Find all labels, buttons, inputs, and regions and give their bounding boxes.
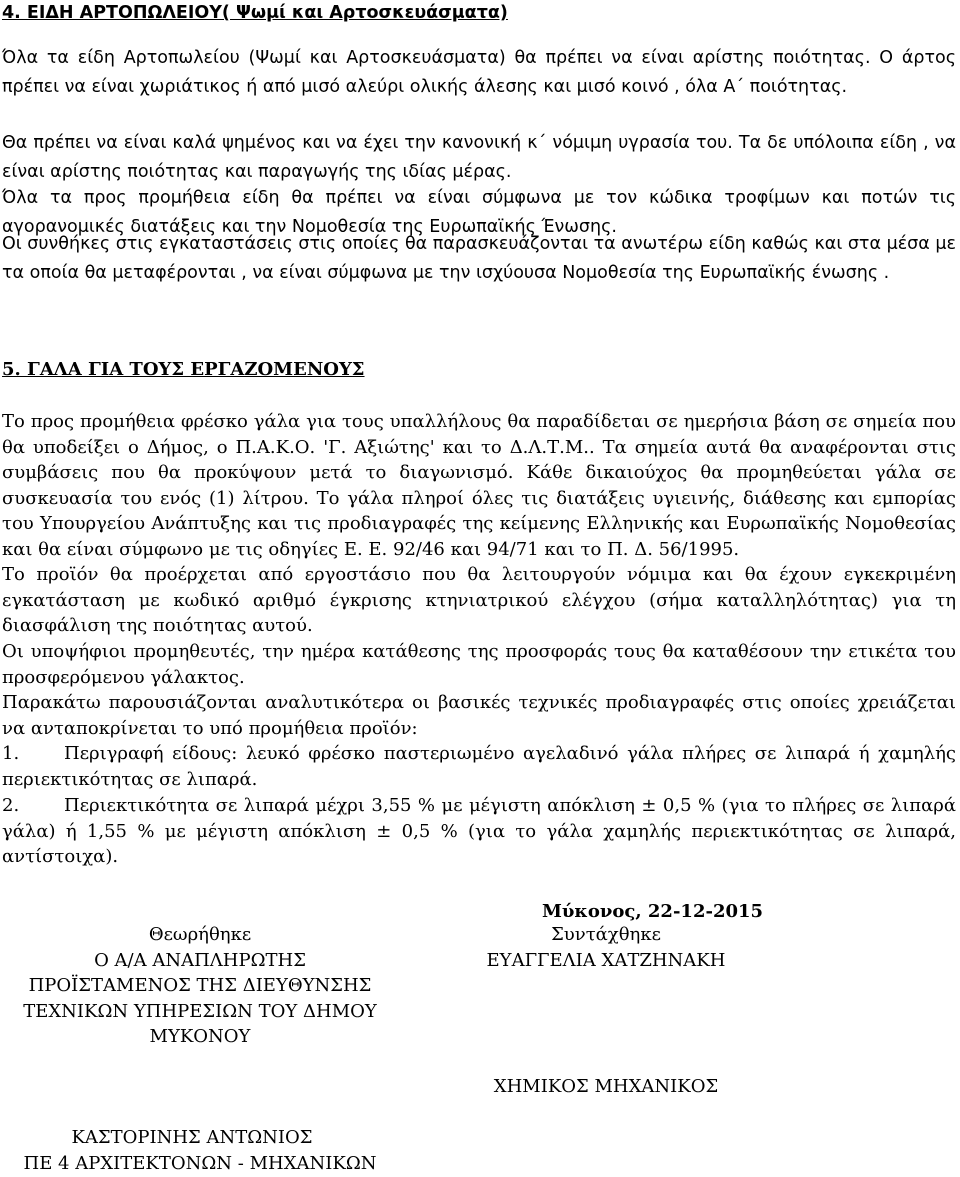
approver-title-line-2: ΤΕΧΝΙΚΩΝ ΥΠΗΡΕΣΙΩΝ ΤΟΥ ΔΗΜΟΥ [23, 1000, 377, 1022]
section-5-heading: 5. ΓΑΛΑ ΓΙΑ ΤΟΥΣ ΕΡΓΑΖΟΜΕΝΟΥΣ [2, 359, 365, 380]
approval-column [0, 922, 400, 1050]
author-title: ΧΗΜΙΚΟΣ ΜΗΧΑΝΙΚΟΣ [493, 1076, 719, 1097]
drafted-label: Συντάχθηκε [551, 924, 661, 945]
spec-list-item [2, 741, 956, 792]
approved-label: Θεωρήθηκε [148, 924, 252, 945]
approver-title-line-1: ΠΡΟΪΣΤΑΜΕΝΟΣ ΤΗΣ ΔΙΕΥΘΥΝΣΗΣ [28, 975, 372, 996]
spec-text: Περιγραφή είδους: λευκό φρέσκο παστεριωμένο αγελαδινό γάλα πλήρες σε λιπαρά ή χαμηλής περιεκτικότητας σε λιπαρά. [2, 743, 956, 790]
milk-delivery-paragraph: Το προς προμήθεια φρέσκο γάλα για τους υπαλλήλους θα παραδίδεται σε ημερήσια βάση σε σημεία που θα υποδείξει ο Δήμος, ο Π.Α.Κ.Ο. 'Γ. Αξιώτης' και το Δ.Λ.Τ.Μ.. Τα σημεία αυτά θα αναφέρονται στις συμβάσεις που θα προκύψουν μετά το διαγωνισμό. Κάθε δικαιούχος θα προμηθεύεται γάλα σε συσκευασία του ενός (1) λίτρου. Το γάλα πληροί όλες τις διατάξεις υγιεινής, διάθεσης και εμπορίας του Υπουργείου Ανάπτυξης και τις προδιαγραφές της κείμενης Ελληνικής και Ευρωπαϊκής Νομοθεσίας και θα είναι σύμφωνο με τις οδηγίες Ε. Ε. 92/46 και 94/71 και το Π. Δ. 56/1995. [2, 411, 956, 560]
approver-title-line-3: ΜΥΚΟΝΟΥ [149, 1026, 251, 1047]
section-4-heading: 4. ΕΙΔΗ ΑΡΤΟΠΩΛΕΙΟΥ( Ψωμί και Αρτοσκευάσματα) [2, 3, 508, 23]
milk-specs-intro-paragraph: Παρακάτω παρουσιάζονται αναλυτικότερα οι βασικές τεχνικές προδιαγραφές στις οποίες χρειάζεται να ανταποκρίνεται το υπό προμήθεια προϊόν: [2, 692, 956, 739]
author-column [470, 922, 742, 973]
milk-factory-paragraph: Το προϊόν θα προέρχεται από εργοστάσιο που θα λειτουργούν νόμιμα και θα έχουν εγκεκριμένη εγκατάσταση με κωδικό αριθμό έγκρισης κτηνιατρικού ελέγχου (σήμα καταλληλότητας) για τη διασφάλιση της ποιότητας αυτού. [2, 564, 956, 636]
bakery-quality-paragraph: Όλα τα είδη Αρτοπωλείου (Ψωμί και Αρτοσκευάσματα) θα πρέπει να είναι αρίστης ποιότητας. Ο άρτος πρέπει να είναι χωριάτικος ή από μισό αλεύρι ολικής άλεσης και μισό κοινό , όλα Α΄ ποιότητας. [2, 48, 956, 97]
spec-text: Περιεκτικότητα σε λιπαρά μέχρι 3,55 % με μέγιστη απόκλιση ± 0,5 % (για το πλήρες σε λιπαρά γάλα) ή 1,55 % με μέγιστη απόκλιση ± 0,5 % (για το γάλα χαμηλής περιεκτικότητας σε λιπαρά, αντίστοιχα). [2, 795, 956, 867]
spec-number: 1. [2, 743, 20, 764]
milk-label-paragraph: Οι υποψήφιοι προμηθευτές, την ημέρα κατάθεσης της προσφοράς τους θα καταθέσουν την ετικέτα του προσφερόμενου γάλακτος. [2, 641, 956, 688]
spec-number: 2. [2, 795, 20, 816]
bakery-facilities-paragraph: Οι συνθήκες στις εγκαταστάσεις στις οποίες θα παρασκευάζονται τα ανωτέρω είδη καθώς και στα μέσα με τα οποία θα μεταφέρονται , να είναι σύμφωνα με την ισχύουσα Νομοθεσία της Ευρωπαϊκής ένωσης . [2, 234, 956, 283]
bakery-regulations-paragraph: Όλα τα προς προμήθεια είδη θα πρέπει να είναι σύμφωνα με τον κώδικα τροφίμων και ποτών τις αγορανομικές διατάξεις και την Νομοθεσία της Ευρωπαϊκής Ένωσης. [2, 188, 956, 237]
approver-role: Ο Α/Α ΑΝΑΠΛΗΡΩΤΗΣ [94, 949, 306, 971]
author-name: ΕΥΑΓΓΕΛΙΑ ΧΑΤΖΗΝΑΚΗ [486, 949, 726, 971]
bakery-baking-paragraph: Θα πρέπει να είναι καλά ψημένος και να έχει την κανονική κ΄ νόμιμη υγρασία του. Τα δε υπόλοιπα είδη , να είναι αρίστης ποιότητας και παραγωγής της ιδίας μέρας. [2, 133, 956, 182]
spec-list-item [2, 793, 956, 870]
approver-specialty: ΠΕ 4 ΑΡΧΙΤΕΚΤΟΝΩΝ - ΜΗΧΑΝΙΚΩΝ [23, 1152, 377, 1174]
approver-name: ΚΑΣΤΟΡΙΝΗΣ ΑΝΤΩΝΙΟΣ [71, 1127, 313, 1148]
signature-date: Μύκονος, 22-12-2015 [542, 901, 764, 922]
approver-signature [0, 1125, 400, 1176]
